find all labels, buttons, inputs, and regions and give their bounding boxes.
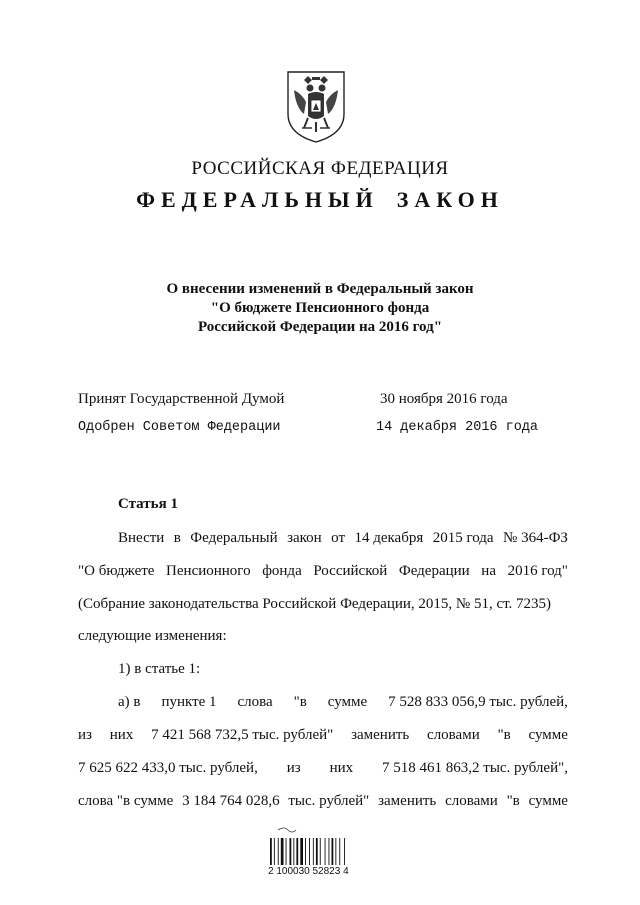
law-type-word-federal: ФЕДЕРАЛЬНЫЙ [136, 187, 379, 212]
article-word: из [78, 727, 92, 743]
article-word: фонда [262, 563, 302, 579]
article-word: на [481, 563, 496, 579]
article-word: 2015 года [432, 530, 494, 546]
article-word: слова [237, 694, 273, 710]
article-word: "в [506, 793, 520, 809]
country-name: РОССИЙСКАЯ ФЕДЕРАЦИЯ [191, 158, 449, 179]
article-word: сумме [327, 694, 368, 710]
article-body-line [78, 626, 568, 646]
article-word: Внести [118, 530, 165, 546]
duma-adoption-date: 30 ноября 2016 года [380, 391, 508, 407]
barcode-bar [270, 838, 272, 865]
article-word: 14 декабря [354, 530, 424, 546]
article-body-line [78, 725, 568, 745]
article-word: "в [293, 694, 307, 710]
article-body-line [78, 659, 568, 679]
article-word: словами [427, 727, 480, 743]
article-word: них [329, 760, 354, 776]
article-body-line [78, 594, 568, 614]
article-word: пункте 1 [161, 694, 217, 710]
article-word: из [286, 760, 301, 776]
barcode-bar [344, 838, 345, 865]
article-word: 7 528 833 056,9 тыс. рублей, [388, 694, 568, 710]
barcode-bar [329, 838, 330, 865]
law-title-line: Российской Федерации на 2016 год" [197, 319, 443, 335]
article-word: от [331, 530, 346, 546]
barcode-bar [320, 838, 321, 865]
article-word: Пенсионного [166, 563, 251, 579]
barcode-bar [313, 838, 314, 865]
article-word: 1) в статье 1: [118, 661, 201, 677]
article-body-line [78, 528, 568, 548]
article-word: слова "в сумме [78, 793, 174, 809]
barcode-bar [293, 838, 294, 865]
article-word: тыс. рублей" [288, 793, 370, 809]
article-word: закон [287, 530, 322, 546]
barcode-bar [300, 838, 303, 865]
article-word: 7 625 622 433,0 тыс. рублей, [78, 760, 258, 776]
barcode-bar [339, 838, 340, 865]
article-body-line [78, 561, 568, 581]
article-word: словами [445, 793, 498, 809]
law-type-word-law: ЗАКОН [396, 187, 504, 212]
article-word: "О бюджете [78, 563, 155, 579]
barcode-bar [305, 838, 306, 865]
barcode-bar [281, 838, 284, 865]
law-type-heading [0, 187, 640, 213]
article-word: № 364-ФЗ [503, 530, 568, 546]
barcode [268, 826, 368, 886]
barcode-bar [278, 838, 279, 865]
barcode-bar [325, 838, 326, 865]
article-body-line [78, 692, 568, 712]
article-word: (Собрание законодательства Российской Федерации, 2015, № 51, ст. 7235) [78, 596, 552, 612]
signature-mark [278, 828, 296, 832]
barcode-number: 2 100030 52823 4 [268, 866, 349, 877]
article-word: "в [497, 727, 511, 743]
article-word: них [109, 727, 134, 743]
article-heading: Статья 1 [118, 496, 178, 512]
article-word: Федеральный [190, 530, 278, 546]
barcode-bar [316, 838, 318, 865]
article-word: 3 184 764 028,6 [182, 793, 280, 809]
duma-adoption-label: Принят Государственной Думой [78, 391, 285, 407]
barcode-bar [290, 838, 292, 865]
article-word: следующие изменения: [78, 628, 227, 644]
law-title-line: О внесении изменений в Федеральный закон [166, 281, 474, 297]
council-approval-date: 14 декабря 2016 года [376, 420, 539, 435]
article-word: 7 421 568 732,5 тыс. рублей" [151, 727, 334, 743]
barcode-bar [286, 838, 287, 865]
barcode-bar [332, 838, 334, 865]
article-word: 7 518 461 863,2 тыс. рублей", [382, 760, 568, 776]
article-word: в [173, 530, 181, 546]
barcode-bar [274, 838, 275, 865]
article-word: 2016 год" [507, 563, 568, 579]
barcode-bar [309, 838, 310, 865]
council-approval-label: Одобрен Советом Федерации [78, 420, 281, 435]
article-word: сумме [528, 727, 568, 743]
coat-of-arms-emblem [284, 68, 348, 144]
barcode-bar [335, 838, 336, 865]
article-word: заменить [351, 727, 410, 743]
law-title [0, 280, 640, 337]
article-body-line [78, 758, 568, 778]
article-body-line [78, 791, 568, 811]
article-word: заменить [378, 793, 437, 809]
article-word: а) в [118, 694, 141, 710]
article-word: Федерации [398, 563, 470, 579]
law-title-line: "О бюджете Пенсионного фонда [210, 300, 430, 316]
article-word: сумме [528, 793, 568, 809]
article-word: Российской [313, 563, 388, 579]
barcode-bar [296, 838, 298, 865]
